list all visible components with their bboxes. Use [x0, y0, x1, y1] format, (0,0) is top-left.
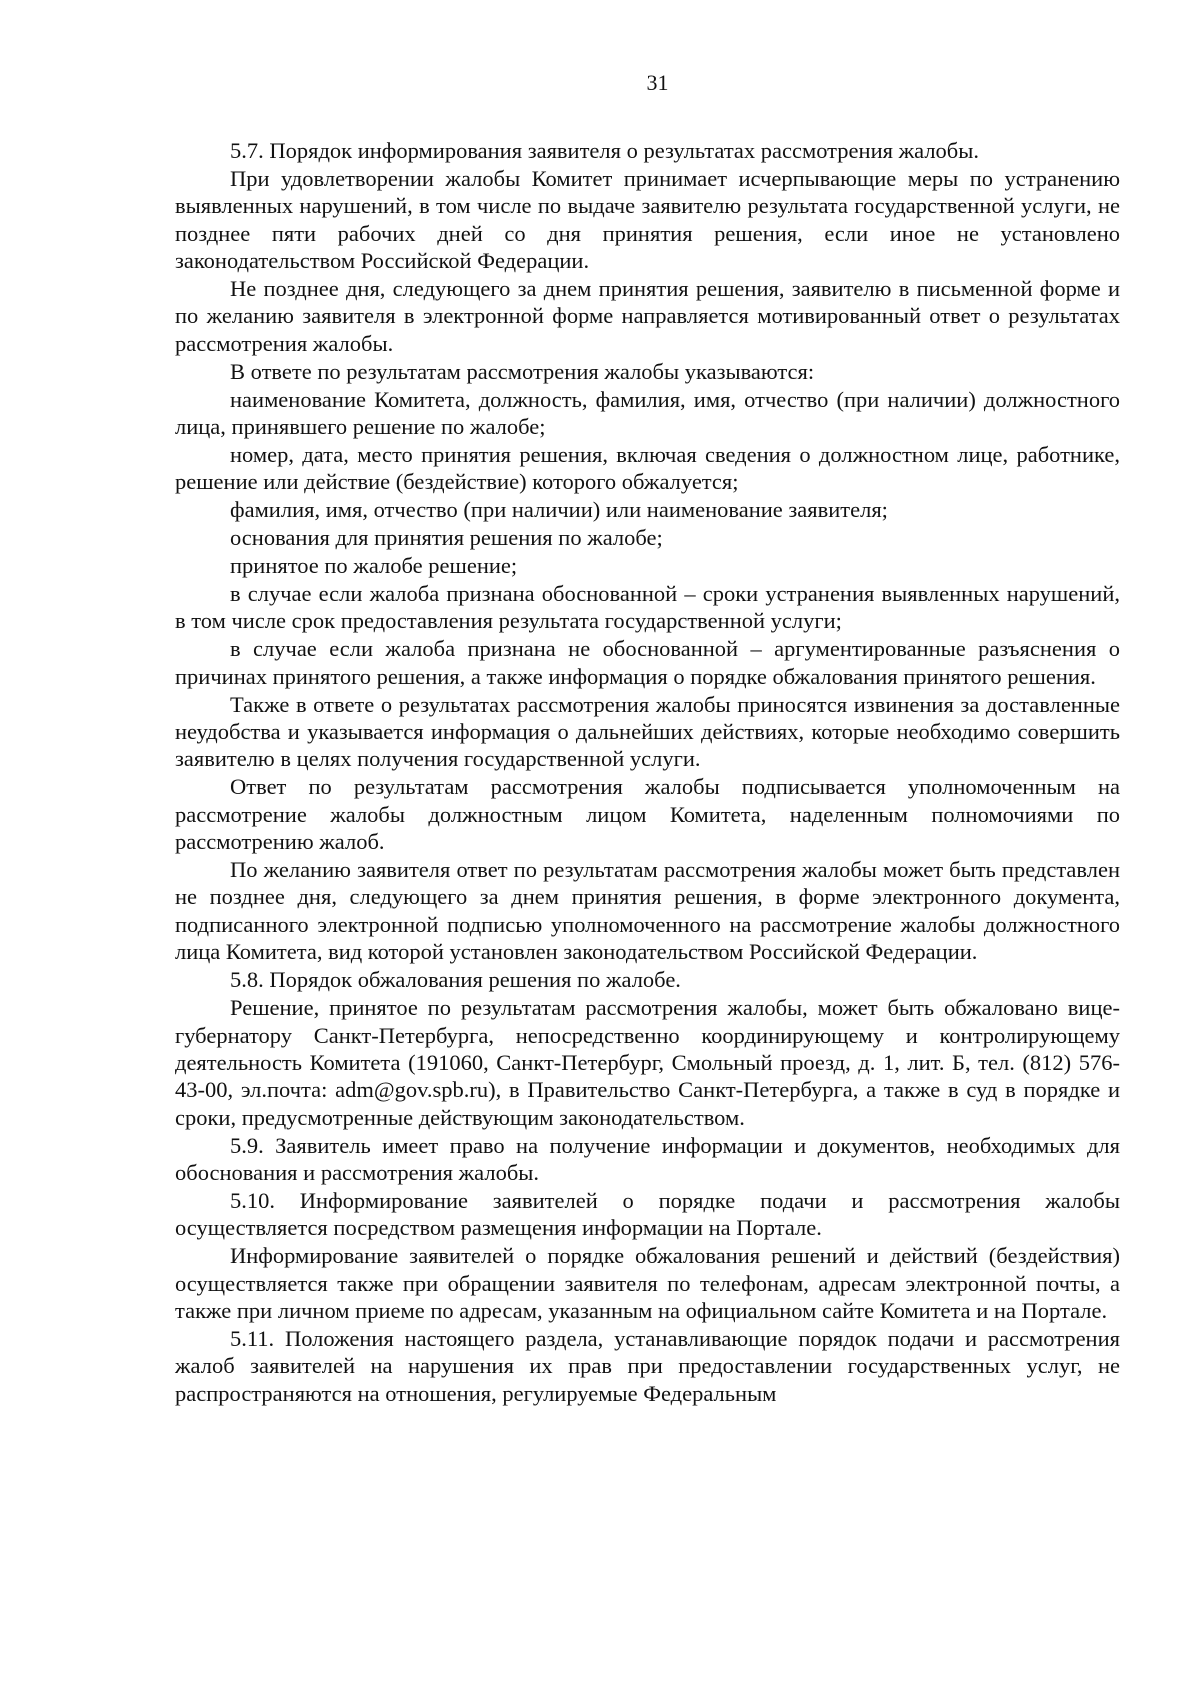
- page-number: 31: [646, 70, 669, 95]
- section-5-11-paragraph: 5.11. Положения настоящего раздела, устанавливающие порядок подачи и рассмотрения жалоб заявителей на нарушения их прав при предоставлении государственных услуг, не распространяются на отношения, регулируемые Федеральным: [175, 1325, 1120, 1406]
- list-item: номер, дата, место принятия решения, включая сведения о должностном лице, работнике, решение или действие (бездействие) которого обжалуется;: [175, 441, 1120, 495]
- paragraph: В ответе по результатам рассмотрения жалобы указываются:: [230, 358, 815, 384]
- section-5-9-paragraph: 5.9. Заявитель имеет право на получение информации и документов, необходимых для обоснования и рассмотрения жалобы.: [175, 1132, 1120, 1186]
- list-item: в случае если жалоба признана не обоснованной – аргументированные разъяснения о причинах принятого решения, а также информация о порядке обжалования принятого решения.: [175, 636, 1120, 689]
- section-5-8-heading: 5.8. Порядок обжалования решения по жалобе.: [230, 967, 681, 993]
- paragraph: Ответ по результатам рассмотрения жалобы подписывается уполномоченным на рассмотрение жалобы должностным лицом Комитета, наделенным полномочиями по рассмотрению жалоб.: [175, 774, 1120, 855]
- list-item: фамилия, имя, отчество (при наличии) или наименование заявителя;: [230, 497, 888, 523]
- list-item: наименование Комитета, должность, фамилия, имя, отчество (при наличии) должностного лица, принявшего решение по жалобе;: [175, 386, 1120, 440]
- paragraph: Не позднее дня, следующего за днем принятия решения, заявителю в письменной форме и по желанию заявителя в электронной форме направляется мотивированный ответ о результатах рассмотрения жалобы.: [175, 276, 1120, 356]
- paragraph: Информирование заявителей о порядке обжалования решений и действий (бездействия) осуществляется также при обращении заявителя по телефонам, адресам электронной почты, а также при личном приеме по адресам, указанным на официальном сайте Комитета и на Портале.: [175, 1243, 1120, 1324]
- list-item: в случае если жалоба признана обоснованной – сроки устранения выявленных нарушений, в том числе срок предоставления результата государственной услуги;: [175, 581, 1120, 634]
- list-item: основания для принятия решения по жалобе;: [230, 525, 663, 551]
- paragraph: Решение, принятое по результатам рассмотрения жалобы, может быть обжаловано вице-губернатору Санкт-Петербурга, непосредственно координирующему и контролирующему деятельность Комитета (191060, Санкт-Петербург, Смольный проезд, д. 1, лит. Б, тел. (812) 576-43-00, эл.почта: adm@gov.spb.ru), в Правительство Санкт-Петербурга, а также в суд в порядке и сроки, предусмотренные действующим законодательством.: [175, 995, 1120, 1130]
- paragraph: По желанию заявителя ответ по результатам рассмотрения жалобы может быть представлен не позднее дня, следующего за днем принятия решения, в форме электронного документа, подписанного электронной подписью уполномоченного на рассмотрение жалобы должностного лица Комитета, вид которой установлен законодательством Российской Федерации.: [175, 857, 1120, 965]
- list-item: принятое по жалобе решение;: [230, 553, 518, 579]
- paragraph: При удовлетворении жалобы Комитет принимает исчерпывающие меры по устранению выявленных нарушений, в том числе по выдаче заявителю результата государственной услуги, не позднее пяти рабочих дней со дня принятия решения, если иное не установлено законодательством Российской Федерации.: [175, 165, 1120, 274]
- section-5-7-heading: 5.7. Порядок информирования заявителя о результатах рассмотрения жалобы.: [230, 138, 979, 163]
- paragraph: Также в ответе о результатах рассмотрения жалобы приносятся извинения за доставленные неудобства и указывается информация о дальнейших действиях, которые необходимо совершить заявителю в целях получения государственной услуги.: [175, 691, 1120, 772]
- section-5-10-paragraph: 5.10. Информирование заявителей о порядке подачи и рассмотрения жалобы осуществляется посредством размещения информации на Портале.: [175, 1187, 1120, 1241]
